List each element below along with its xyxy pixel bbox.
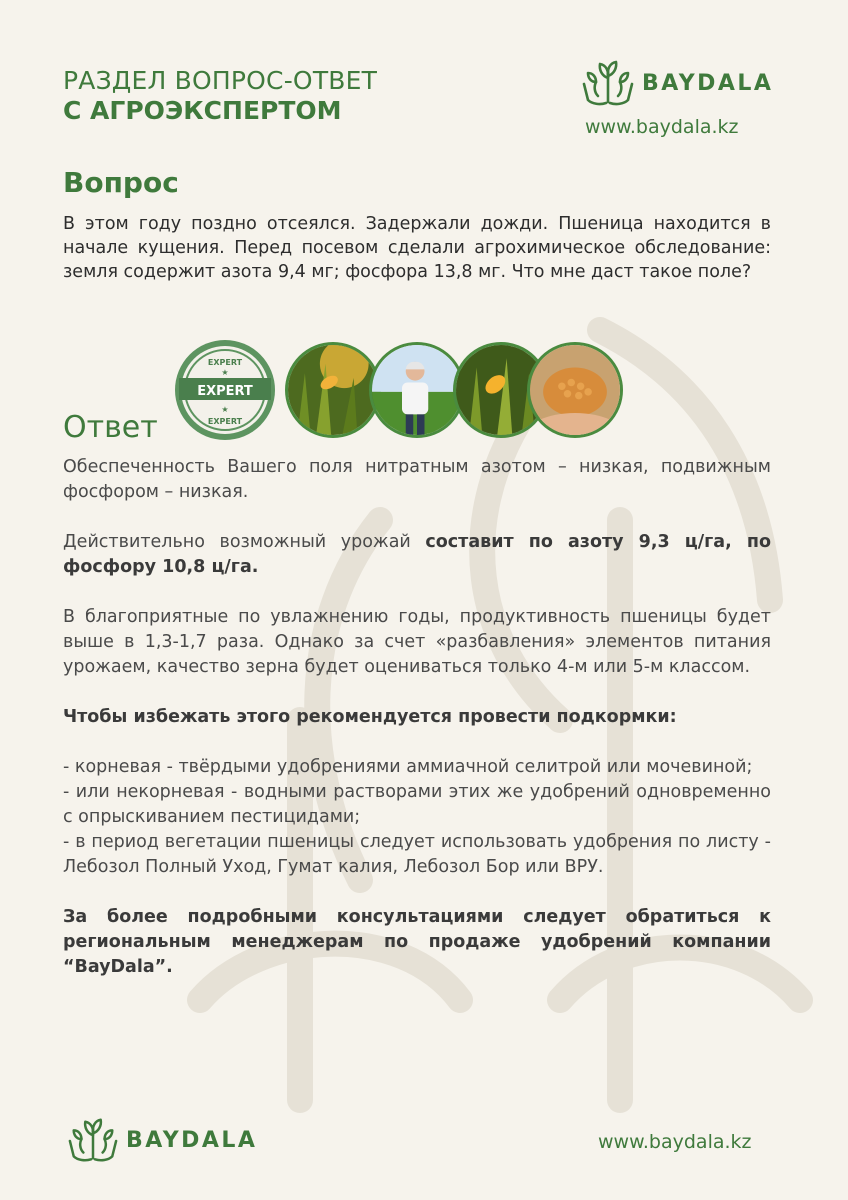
brand-url-bottom[interactable]: www.baydala.kz <box>598 1131 752 1153</box>
image-strip <box>173 338 623 442</box>
badge-bottom-text: EXPERT <box>207 417 243 426</box>
section-title <box>63 66 377 126</box>
brand-name: BAYDALA <box>642 70 774 96</box>
brand-name-bottom: BAYDALA <box>126 1127 258 1153</box>
answer-body <box>63 455 771 1005</box>
answer-paragraph-5: За более подробными консультациями следует обратиться к региональным менеджерам по продаже удобрений компании “BayDala”. <box>63 907 771 977</box>
list-item: - или некорневая - водными растворами этих же удобрений одновременно с опрыскиванием пестицидами; <box>63 782 771 827</box>
wheat-field-photo <box>285 342 381 438</box>
badge-center-text: EXPERT <box>197 384 253 399</box>
section-title-line1: РАЗДЕЛ ВОПРОС-ОТВЕТ <box>63 66 378 95</box>
svg-text:★: ★ <box>221 405 229 414</box>
badge-top-text: EXPERT <box>207 358 243 367</box>
section-title-line2: С АГРОЭКСПЕРТОМ <box>63 96 342 125</box>
brand-logo-top[interactable] <box>580 56 773 138</box>
answer-paragraph-4: Чтобы избежать этого рекомендуется провести подкормки: <box>63 707 677 727</box>
expert-badge-icon <box>173 338 277 442</box>
question-text: В этом году поздно отсеялся. Задержали дожди. Пшеница находится в начале кущения. Перед посевом сделали агрохимическое обследование: земля содержит азота 9,4 мг; фосфора 13,8 мг. Что мне даст такое поле? <box>63 214 771 282</box>
sprout-hands-icon <box>580 56 636 110</box>
question-heading: Вопрос <box>63 166 179 199</box>
list-item: - корневая - твёрдыми удобрениями аммиачной селитрой или мочевиной; <box>63 757 753 777</box>
agronomist-photo <box>369 342 465 438</box>
brand-logo-bottom[interactable] <box>66 1114 257 1166</box>
brand-url-top[interactable]: www.baydala.kz <box>585 116 739 138</box>
grain-hands-photo <box>527 342 623 438</box>
answer-paragraph-2: Действительно возможный урожай составит по азоту 9,3 ц/га, по фосфору 10,8 ц/га. <box>63 532 772 577</box>
answer-paragraph-3: В благоприятные по увлажнению годы, продуктивность пшеницы будет выше в 1,3-1,7 раза. Однако за счет «разбавления» элементов питания урожаем, качество зерна будет оцениваться только 4-м или 5-м классом. <box>63 607 771 677</box>
answer-paragraph-1: Обеспеченность Вашего поля нитратным азотом – низкая, подвижным фосфором – низкая. <box>63 457 771 502</box>
answer-heading: Ответ <box>63 410 158 445</box>
list-item: - в период вегетации пшеницы следует использовать удобрения по листу - Лебозол Полный Уход, Гумат калия, Лебозол Бор или ВРУ. <box>63 832 771 877</box>
sprout-hands-icon <box>66 1114 120 1166</box>
svg-text:★: ★ <box>221 368 229 377</box>
